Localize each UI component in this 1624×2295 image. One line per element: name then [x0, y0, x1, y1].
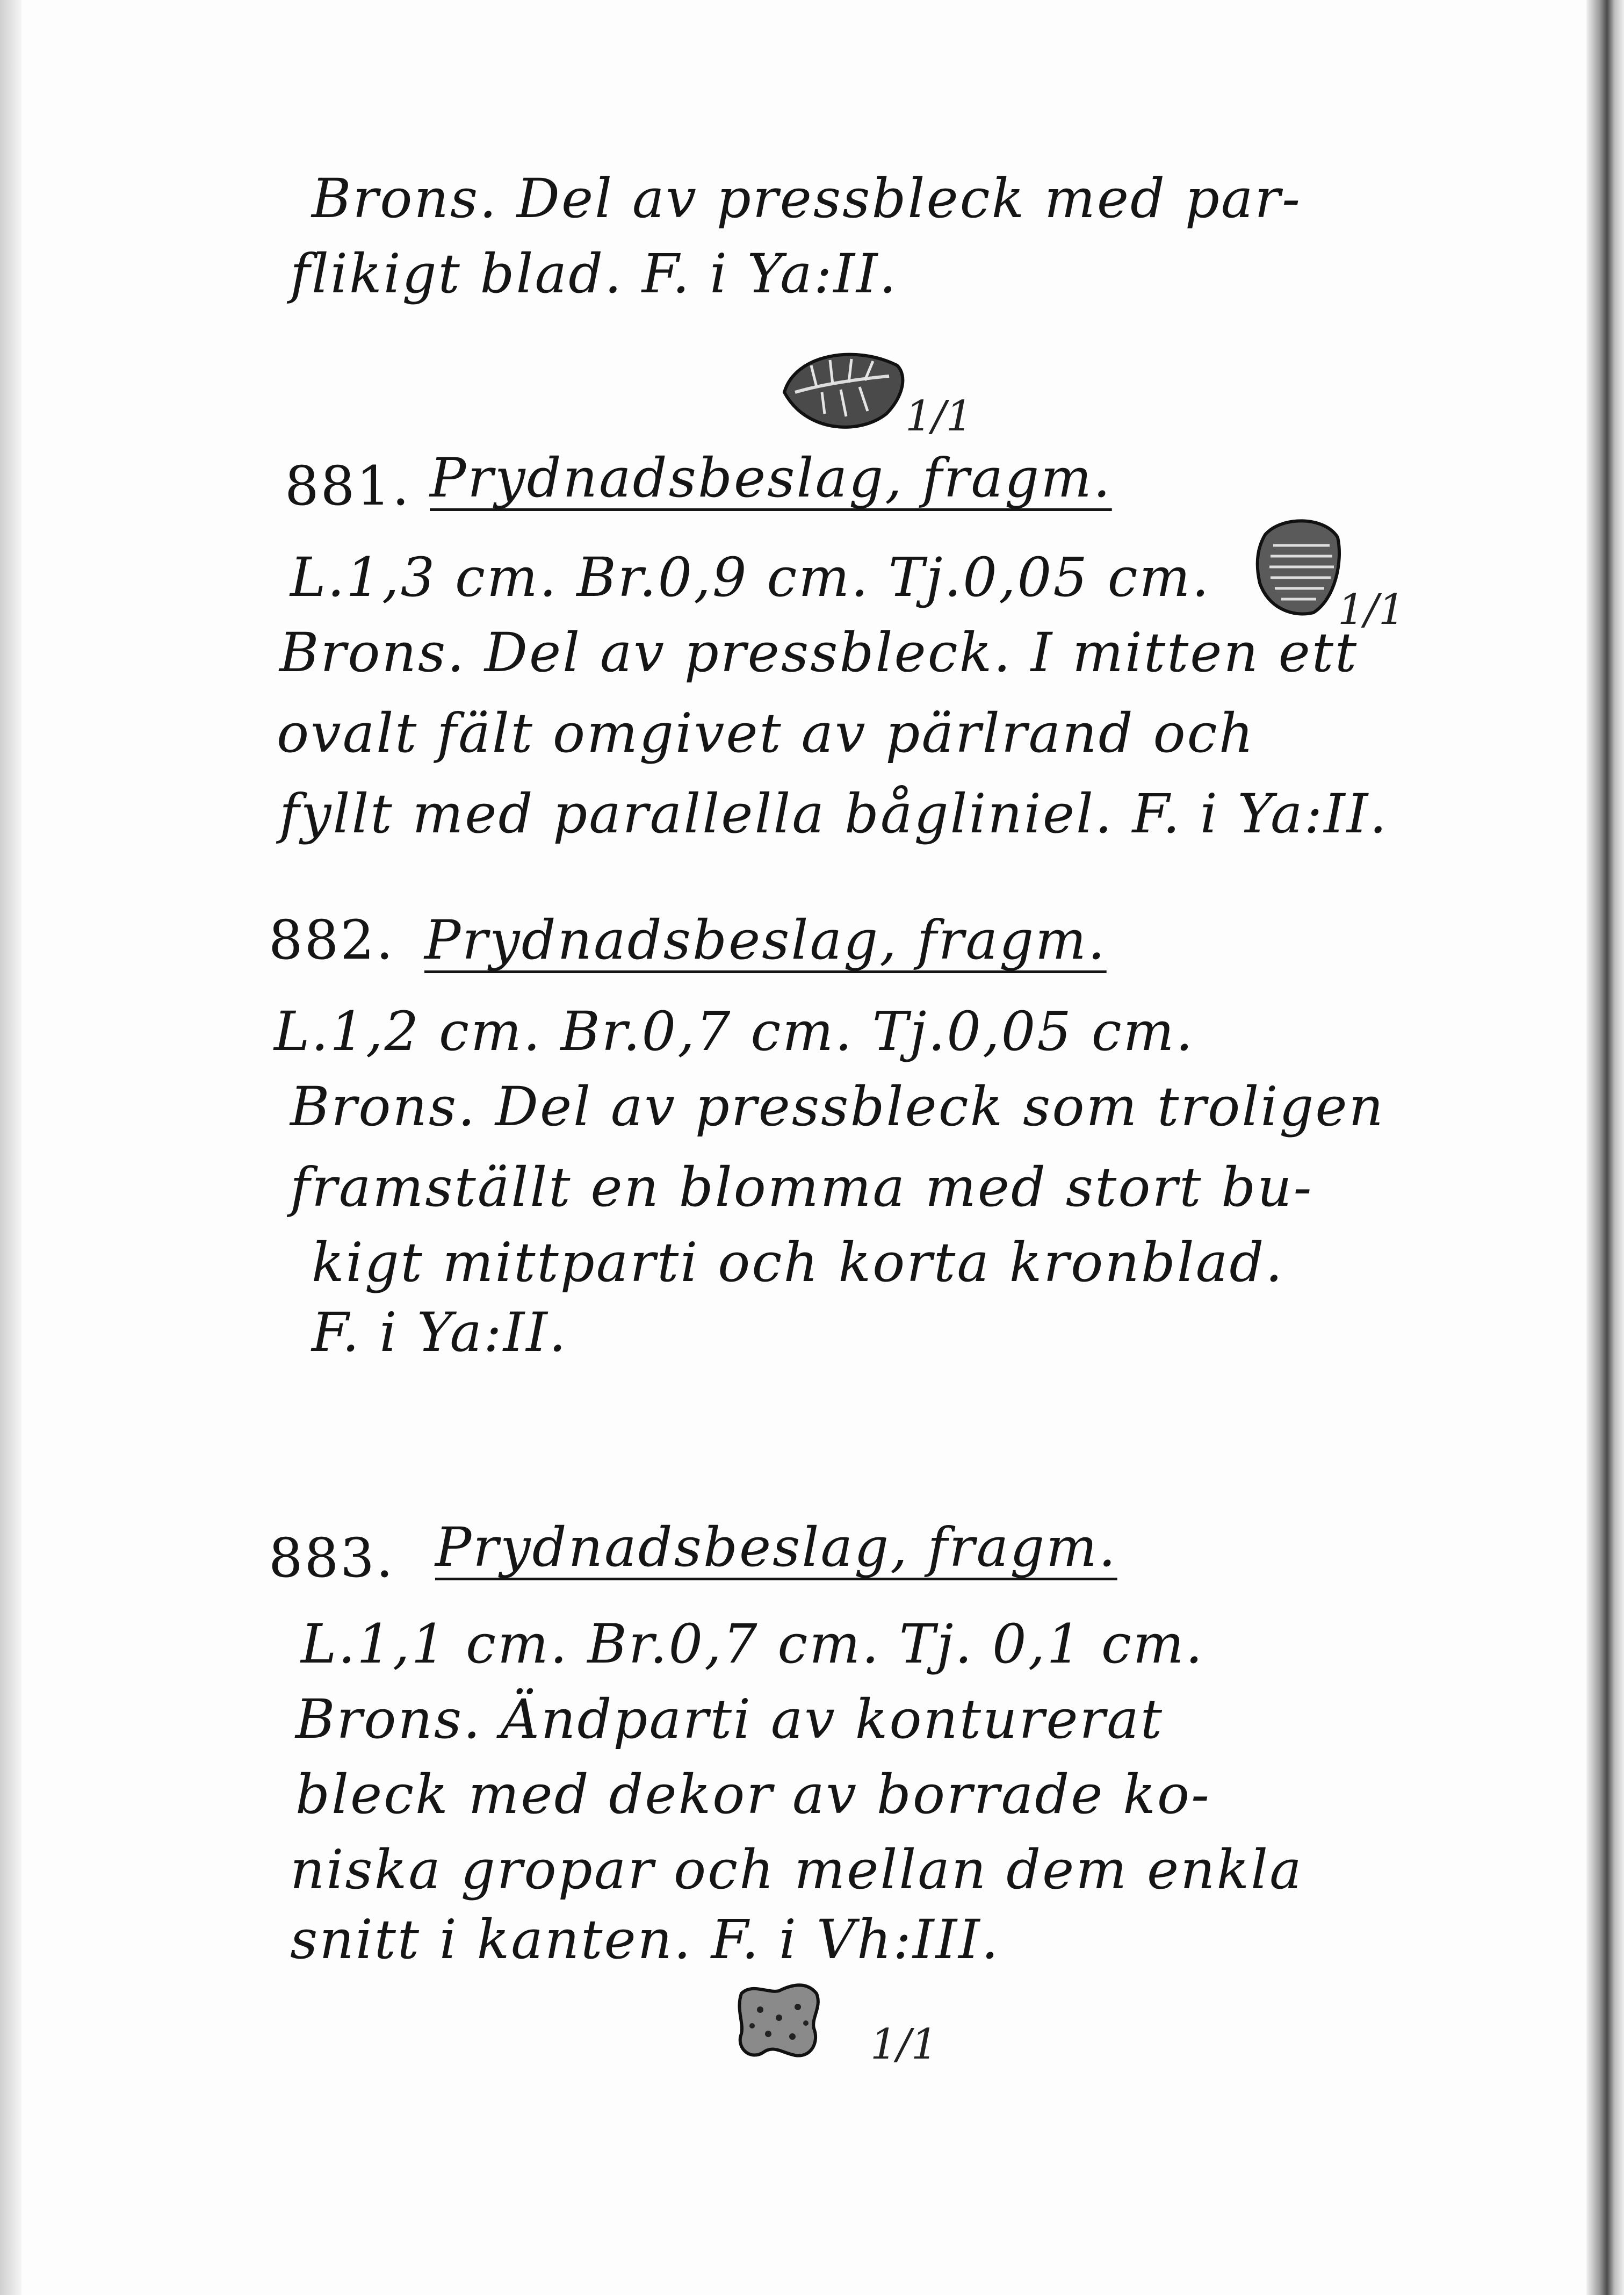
entry-883-title: Prydnadsbeslag, fragm. [435, 1516, 1117, 1579]
entry-883-line-1: Brons. Ändparti av konturerat [295, 1688, 1164, 1751]
entry-881-measurements: L.1,3 cm. Br.0,9 cm. Tj.0,05 cm. [290, 546, 1211, 609]
page-edge-left [0, 0, 21, 2295]
ornament-881-sketch [1249, 513, 1346, 621]
entry-882-line-3: kigt mittparti och korta kronblad. [312, 1231, 1284, 1294]
entry-882-number: 882. [269, 909, 395, 972]
entry-882-line-4: F. i Ya:II. [312, 1301, 568, 1364]
entry-881-scale: 1/1 [1338, 586, 1405, 634]
entry-883-line-2: bleck med dekor av borrade ko- [295, 1763, 1211, 1826]
entry-883-line-3: niska gropar och mellan dem enkla [290, 1838, 1303, 1901]
entry-882-measurements: L.1,2 cm. Br.0,7 cm. Tj.0,05 cm. [274, 1000, 1195, 1063]
entry-881-line-3: fyllt med parallella bågliniel. F. i Ya:II. [279, 782, 1389, 845]
ornament-883-sketch [731, 1977, 827, 2063]
intro-scale-label: 1/1 [905, 392, 973, 441]
entry-882-title: Prydnadsbeslag, fragm. [424, 909, 1107, 972]
entry-881-number: 881. [285, 455, 411, 517]
entry-881-title: Prydnadsbeslag, fragm. [430, 447, 1112, 509]
entry-882-line-2: framställt en blomma med stort bu- [290, 1156, 1313, 1219]
entry-881-line-2: ovalt fält omgivet av pärlrand och [277, 702, 1255, 765]
entry-881-line-1: Brons. Del av pressbleck. I mitten ett [279, 621, 1359, 684]
entry-883-number: 883. [269, 1527, 395, 1589]
entry-883-scale: 1/1 [870, 2020, 938, 2069]
leaf-sketch-illustration [774, 333, 913, 441]
intro-line-2: flikigt blad. F. i Ya:II. [290, 242, 898, 305]
intro-line-1: Brons. Del av pressbleck med par- [312, 167, 1302, 230]
entry-883-line-4: snitt i kanten. F. i Vh:III. [290, 1908, 1000, 1971]
entry-883-measurements: L.1,1 cm. Br.0,7 cm. Tj. 0,1 cm. [301, 1613, 1204, 1675]
entry-882-line-1: Brons. Del av pressbleck som troligen [290, 1075, 1385, 1138]
page-binding-edge [1586, 0, 1624, 2295]
